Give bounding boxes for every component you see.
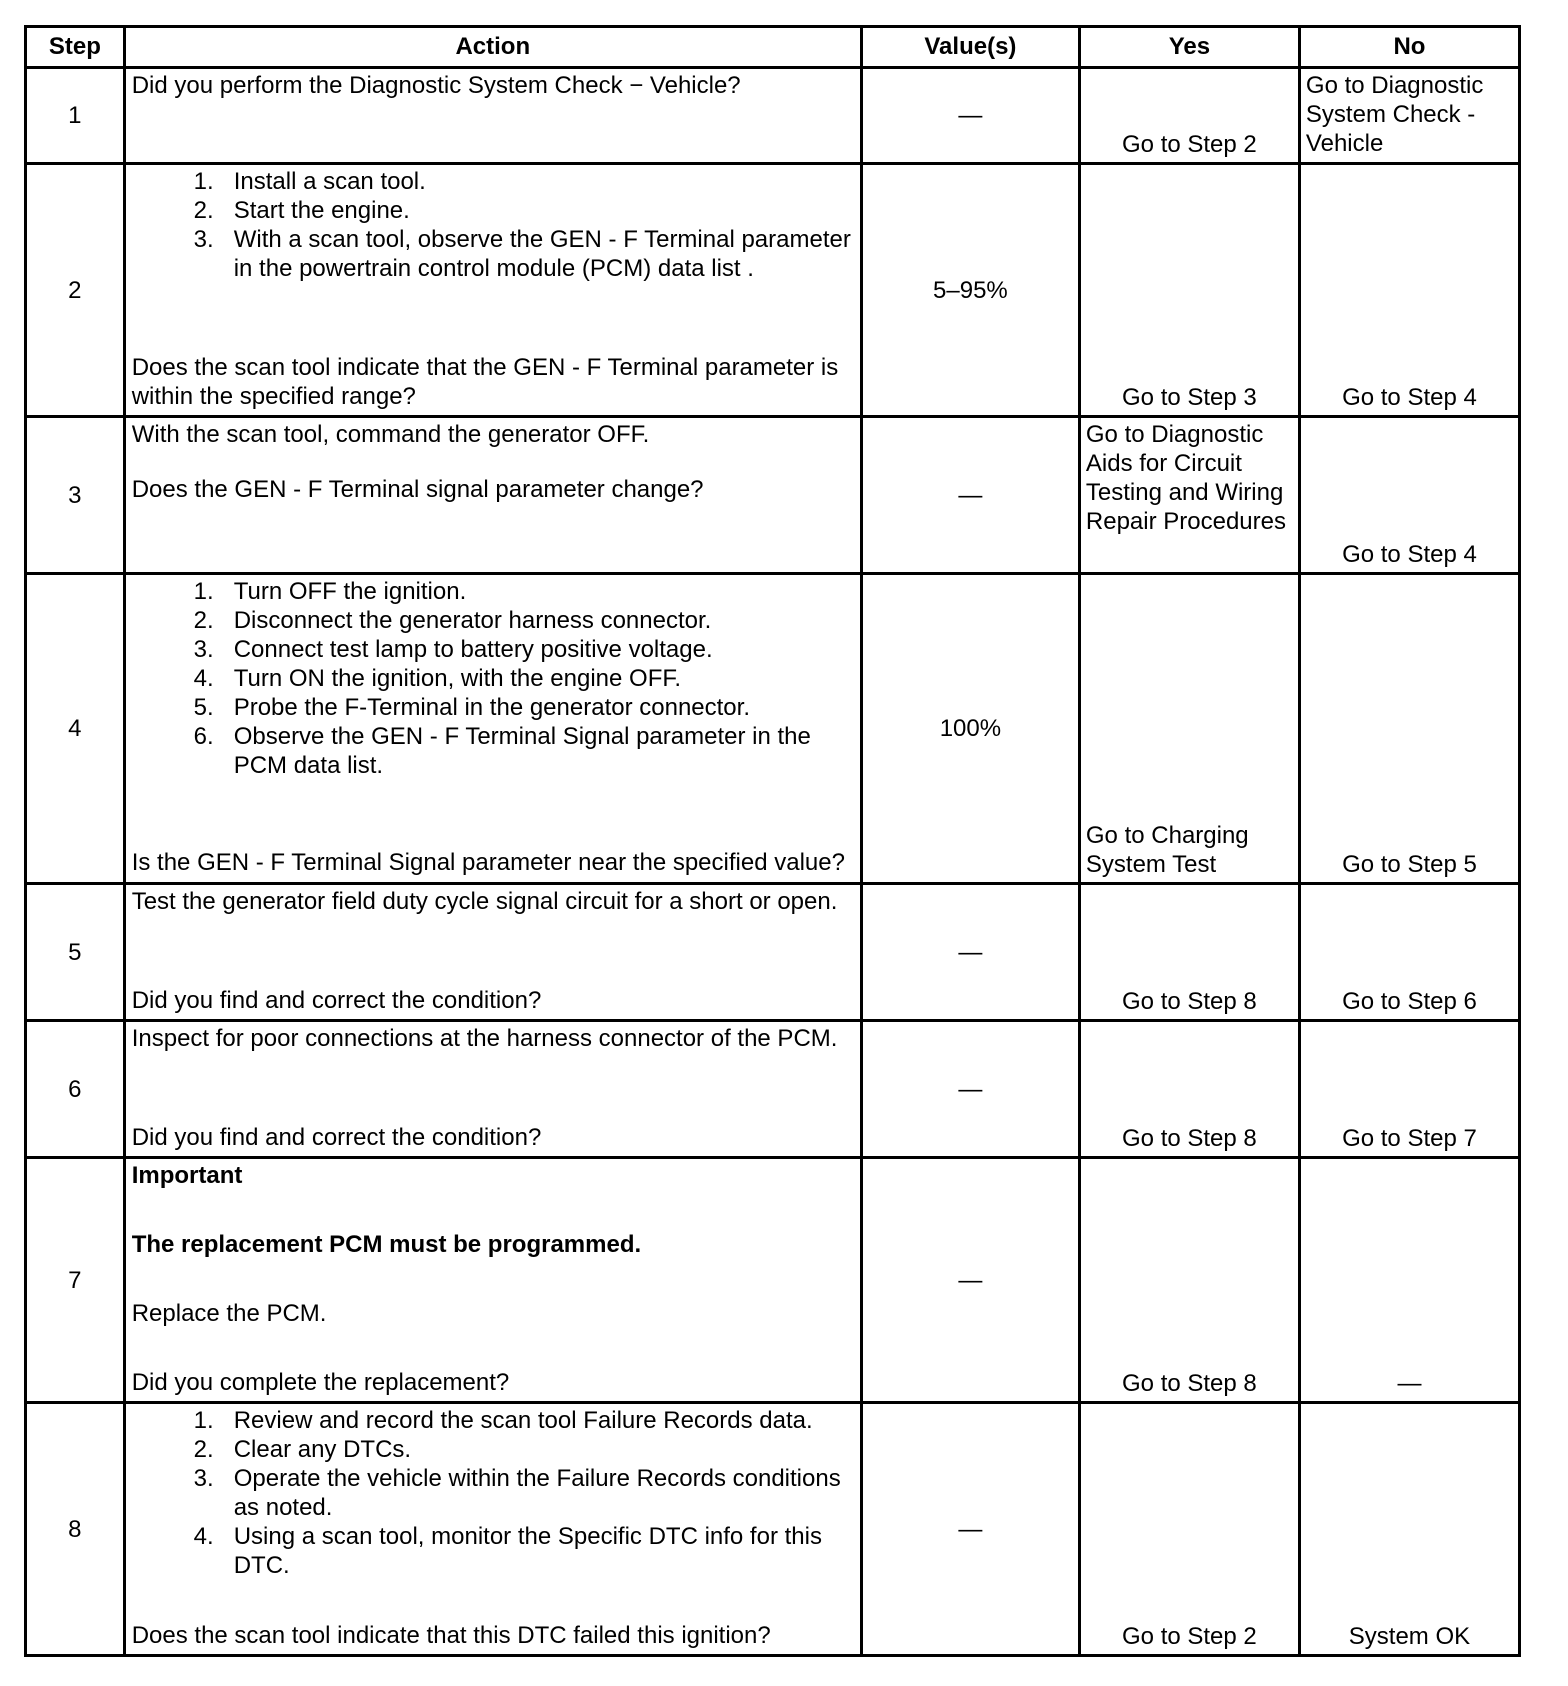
no-cell: Go to Step 6 — [1299, 884, 1519, 1021]
question-text: Did you find and correct the condition? — [131, 987, 542, 1014]
important-label: Important — [131, 1162, 243, 1189]
table-row — [26, 417, 1520, 574]
action-text: Inspect for poor connections at the harness connector of the PCM. — [131, 1025, 838, 1052]
step-number: 5 — [26, 884, 125, 1021]
yes-cell: Go to Step 8 — [1079, 1158, 1299, 1403]
list-item: 5. Probe the F-Terminal in the generator connector. — [234, 693, 854, 722]
action-text: Did you perform the Diagnostic System Check − Vehicle? — [131, 72, 741, 99]
value-cell: — — [861, 417, 1079, 574]
list-item: 1. Review and record the scan tool Failure Records data. — [234, 1406, 854, 1435]
table-row — [26, 68, 1520, 164]
no-cell: System OK — [1299, 1403, 1519, 1656]
action-cell — [124, 417, 861, 574]
step-number: 8 — [26, 1403, 125, 1656]
list-item: 6. Observe the GEN - F Terminal Signal parameter in the PCM data list. — [234, 722, 854, 780]
value-cell: — — [861, 1021, 1079, 1158]
list-item: 1. Install a scan tool. — [234, 167, 854, 196]
yes-cell: Go to Diagnostic Aids for Circuit Testing and Wiring Repair Procedures — [1079, 417, 1299, 574]
value-cell: — — [861, 68, 1079, 164]
table-row — [26, 1158, 1520, 1403]
yes-cell: Go to Step 8 — [1079, 1021, 1299, 1158]
action-cell — [124, 1403, 861, 1656]
step-number: 3 — [26, 417, 125, 574]
table-row — [26, 574, 1520, 884]
no-cell: — — [1299, 1158, 1519, 1403]
header-values: Value(s) — [861, 27, 1079, 68]
table-row — [26, 164, 1520, 417]
list-item: 3. With a scan tool, observe the GEN - F Terminal parameter in the powertrain control module (PCM) data list . — [234, 225, 854, 283]
table-row — [26, 884, 1520, 1021]
action-text: With the scan tool, command the generator OFF. — [131, 421, 650, 448]
action-cell — [124, 1158, 861, 1403]
header-step: Step — [26, 27, 125, 68]
list-item: 3. Operate the vehicle within the Failure Records conditions as noted. — [234, 1464, 854, 1522]
yes-cell: Go to Step 2 — [1079, 1403, 1299, 1656]
action-cell — [124, 68, 861, 164]
step-number: 1 — [26, 68, 125, 164]
question-text: Does the scan tool indicate that this DTC failed this ignition? — [131, 1622, 771, 1649]
step-list — [178, 167, 854, 283]
list-item: 4. Using a scan tool, monitor the Specific DTC info for this DTC. — [234, 1522, 854, 1580]
step-number: 4 — [26, 574, 125, 884]
step-number: 2 — [26, 164, 125, 417]
value-cell: — — [861, 1403, 1079, 1656]
header-yes: Yes — [1079, 27, 1299, 68]
step-list — [178, 577, 854, 780]
yes-cell: Go to Step 8 — [1079, 884, 1299, 1021]
no-cell: Go to Diagnostic System Check - Vehicle — [1299, 68, 1519, 164]
question-text: Did you find and correct the condition? — [131, 1124, 542, 1151]
action-cell — [124, 574, 861, 884]
value-cell: 100% — [861, 574, 1079, 884]
no-cell: Go to Step 7 — [1299, 1021, 1519, 1158]
yes-cell: Go to Charging System Test — [1079, 574, 1299, 884]
table-row — [26, 1021, 1520, 1158]
list-item: 3. Connect test lamp to battery positive voltage. — [234, 635, 854, 664]
header-no: No — [1299, 27, 1519, 68]
yes-cell: Go to Step 2 — [1079, 68, 1299, 164]
list-item: 4. Turn ON the ignition, with the engine OFF. — [234, 664, 854, 693]
yes-cell: Go to Step 3 — [1079, 164, 1299, 417]
action-cell — [124, 884, 861, 1021]
action-cell — [124, 1021, 861, 1158]
question-text: Does the scan tool indicate that the GEN - F Terminal parameter is within the specified range? — [131, 354, 839, 410]
list-item: 2. Start the engine. — [234, 196, 854, 225]
value-cell: — — [861, 1158, 1079, 1403]
list-item: 1. Turn OFF the ignition. — [234, 577, 854, 606]
no-cell: Go to Step 4 — [1299, 417, 1519, 574]
no-cell: Go to Step 4 — [1299, 164, 1519, 417]
no-cell: Go to Step 5 — [1299, 574, 1519, 884]
important-note: The replacement PCM must be programmed. — [131, 1231, 642, 1258]
step-number: 7 — [26, 1158, 125, 1403]
list-item: 2. Clear any DTCs. — [234, 1435, 854, 1464]
header-row — [26, 27, 1520, 68]
question-text: Is the GEN - F Terminal Signal parameter near the specified value? — [131, 849, 845, 876]
value-cell: 5–95% — [861, 164, 1079, 417]
question-text: Does the GEN - F Terminal signal parameter change? — [131, 476, 704, 503]
table-row — [26, 1403, 1520, 1656]
action-text: Test the generator field duty cycle signal circuit for a short or open. — [131, 888, 838, 915]
step-list — [178, 1406, 854, 1580]
header-action: Action — [124, 27, 861, 68]
value-cell: — — [861, 884, 1079, 1021]
list-item: 2. Disconnect the generator harness connector. — [234, 606, 854, 635]
diagnostic-table — [24, 25, 1521, 1657]
action-cell — [124, 164, 861, 417]
question-text: Did you complete the replacement? — [131, 1369, 510, 1396]
step-number: 6 — [26, 1021, 125, 1158]
action-text: Replace the PCM. — [131, 1300, 327, 1327]
